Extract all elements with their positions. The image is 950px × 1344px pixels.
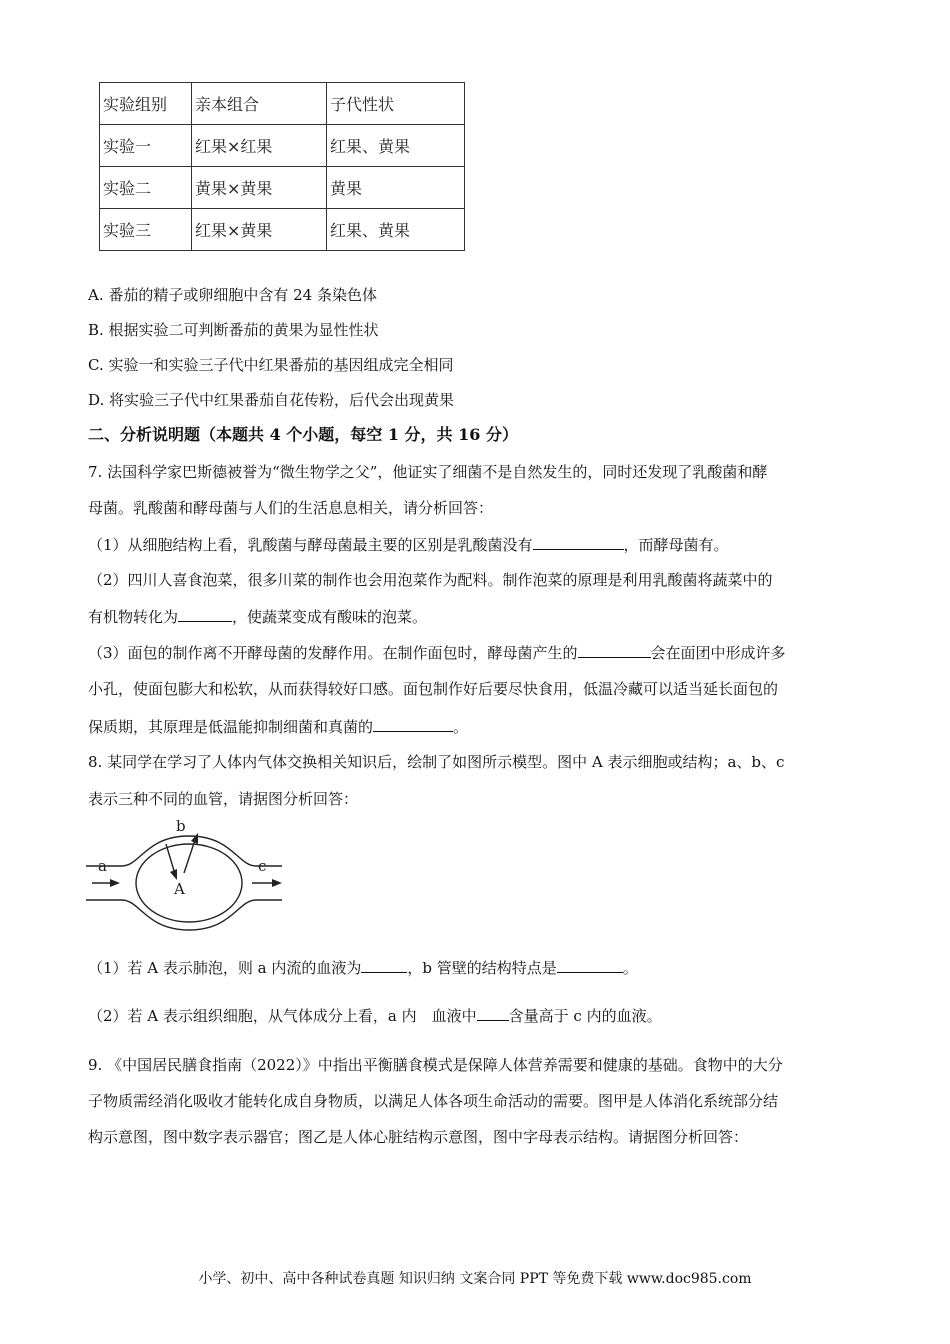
answer-blank[interactable] bbox=[578, 642, 651, 658]
q7-part-3-line-1 bbox=[88, 642, 786, 663]
answer-blank[interactable] bbox=[557, 957, 623, 973]
option-b: B. 根据实验二可判断番茄的黄果为显性性状 bbox=[88, 321, 379, 339]
q8-part-2-text-end: 含量高于 c 内的血液。 bbox=[508, 1007, 662, 1025]
q7-part-3-text-2: 保质期，其原理是低温能抑制细菌和真菌的 bbox=[88, 718, 374, 736]
q7-part-1 bbox=[88, 534, 729, 555]
q7-part-1-text-end: ，而酵母菌有。 bbox=[623, 536, 729, 554]
q9-stem-line-3: 构示意图，图中数字表示器官；图乙是人体心脏结构示意图，图中字母表示结构。请据图分析回答： bbox=[88, 1128, 749, 1146]
q7-stem-line-2: 母菌。乳酸菌和酵母菌与人们的生活息息相关，请分析回答： bbox=[88, 499, 494, 517]
answer-blank[interactable] bbox=[178, 606, 232, 622]
table-cell: 红果×黄果 bbox=[192, 209, 327, 251]
answer-blank[interactable] bbox=[477, 1005, 509, 1021]
q8-part-1-text: （1）若 A 表示肺泡，则 a 内流的血液为 bbox=[88, 959, 362, 977]
q8-part-1-period: 。 bbox=[622, 959, 638, 977]
table-cell: 黄果 bbox=[327, 167, 465, 209]
label-a: a bbox=[98, 857, 107, 875]
label-structure-A: A bbox=[174, 880, 185, 898]
vessel-a-wall bbox=[86, 900, 282, 930]
table-row bbox=[100, 125, 465, 167]
label-b: b bbox=[176, 818, 186, 835]
label-c: c bbox=[258, 857, 267, 875]
table-cell: 实验一 bbox=[100, 125, 192, 167]
q8-stem-line-1: 8. 某同学在学习了人体内气体交换相关知识后，绘制了如图所示模型。图中 A 表示细胞或结构；a、b、c bbox=[88, 753, 785, 771]
table-header-cell: 子代性状 bbox=[327, 83, 465, 125]
page-footer: 小学、初中、高中各种试卷真题 知识归纳 文案合同 PPT 等免费下载 www.doc985.com bbox=[198, 1271, 752, 1287]
answer-blank[interactable] bbox=[361, 957, 407, 973]
diffusion-arrow-out bbox=[184, 840, 195, 873]
q7-part-2-text-end: ，使蔬菜变成有酸味的泡菜。 bbox=[232, 608, 428, 626]
table-cell: 实验三 bbox=[100, 209, 192, 251]
q8-part-1 bbox=[88, 957, 638, 978]
q7-part-3-line-3 bbox=[88, 716, 468, 737]
option-a: A. 番茄的精子或卵细胞中含有 24 条染色体 bbox=[88, 286, 377, 304]
structure-a-outline bbox=[136, 844, 242, 922]
q9-stem-line-2: 子物质需经消化吸收才能转化成自身物质，以满足人体各项生命活动的需要。图甲是人体消化系统部分结 bbox=[88, 1092, 779, 1110]
q7-stem-line-1: 7. 法国科学家巴斯德被誉为“微生物学之父”，他证实了细菌不是自然发生的，同时还发现了乳酸菌和酵 bbox=[88, 463, 768, 481]
table-row bbox=[100, 209, 465, 251]
q7-part-3-text: （3）面包的制作离不开酵母菌的发酵作用。在制作面包时，酵母菌产生的 bbox=[88, 644, 578, 662]
table-header-cell: 亲本组合 bbox=[192, 83, 327, 125]
answer-blank[interactable] bbox=[533, 534, 624, 550]
q7-part-2-line-2 bbox=[88, 606, 427, 627]
q7-part-1-text: （1）从细胞结构上看，乳酸菌与酵母菌最主要的区别是乳酸菌没有 bbox=[88, 536, 533, 554]
q8-part-1-text-mid: ，b 管壁的结构特点是 bbox=[407, 959, 557, 977]
q7-part-3-line-2: 小孔，使面包膨大和松软，从而获得较好口感。面包制作好后要尽快食用，低温冷藏可以适当延长面包的 bbox=[88, 680, 779, 698]
table-cell: 红果、黄果 bbox=[327, 125, 465, 167]
vessel-a-wall bbox=[86, 836, 282, 866]
table-cell: 红果×红果 bbox=[192, 125, 327, 167]
gas-exchange-diagram bbox=[84, 818, 294, 936]
table-cell: 红果、黄果 bbox=[327, 209, 465, 251]
option-c: C. 实验一和实验三子代中红果番茄的基因组成完全相同 bbox=[88, 356, 454, 374]
answer-blank[interactable] bbox=[373, 716, 453, 732]
q7-part-2-text: 有机物转化为 bbox=[88, 608, 179, 626]
section-heading: 二、分析说明题（本题共 4 个小题，每空 1 分，共 16 分） bbox=[88, 425, 518, 444]
q7-part-3-period: 。 bbox=[453, 718, 469, 736]
q9-stem-line-1: 9. 《中国居民膳食指南（2022）》中指出平衡膳食模式是保障人体营养需要和健康的基础。食物中的大分 bbox=[88, 1056, 783, 1074]
diffusion-arrow-in bbox=[166, 844, 175, 874]
table-header-cell: 实验组别 bbox=[100, 83, 192, 125]
table-header-row bbox=[100, 83, 465, 125]
table-row bbox=[100, 167, 465, 209]
q7-part-3-text-end: 会在面团中形成许多 bbox=[650, 644, 786, 662]
table-cell: 黄果×黄果 bbox=[192, 167, 327, 209]
q7-part-2-line-1: （2）四川人喜食泡菜，很多川菜的制作也会用泡菜作为配料。制作泡菜的原理是利用乳酸菌将蔬菜中的 bbox=[88, 571, 773, 589]
q8-part-2 bbox=[88, 1005, 662, 1026]
option-d: D. 将实验三子代中红果番茄自花传粉，后代会出现黄果 bbox=[88, 391, 455, 409]
table-cell: 实验二 bbox=[100, 167, 192, 209]
experiment-table bbox=[99, 82, 465, 251]
q8-part-2-text: （2）若 A 表示组织细胞，从气体成分上看，a 内 血液中 bbox=[88, 1007, 477, 1025]
q8-stem-line-2: 表示三种不同的血管，请据图分析回答： bbox=[88, 790, 359, 808]
